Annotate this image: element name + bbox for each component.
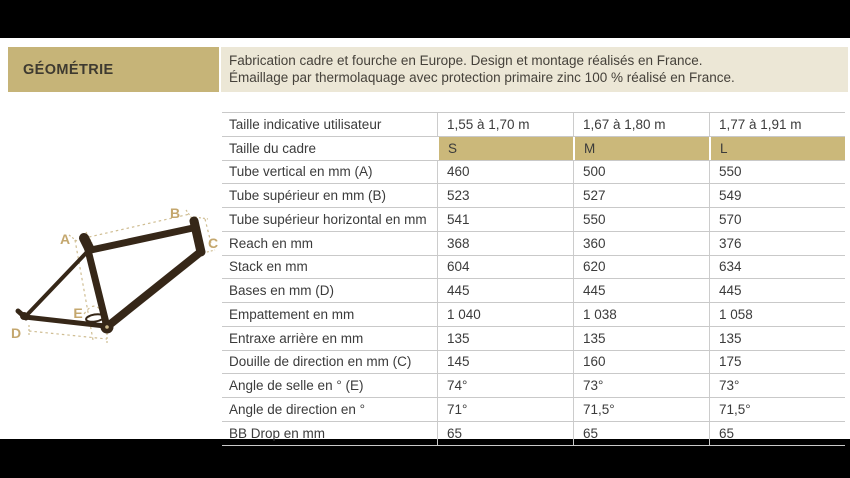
cell-m: 160 (573, 351, 709, 374)
table-row (222, 255, 845, 279)
table-row (222, 112, 845, 136)
header-description-line2: Émaillage par thermolaquage avec protection primaire zinc 100 % réalisé en France. (229, 69, 735, 85)
section-title: GÉOMÉTRIE (23, 61, 114, 78)
table-row (222, 183, 845, 207)
table-row (222, 207, 845, 231)
row-label: Taille du cadre (229, 140, 317, 156)
cell-m: 135 (573, 327, 709, 350)
section-title-box (8, 47, 219, 92)
row-label: Angle de selle en ° (E) (229, 378, 364, 394)
cell-l: 73° (709, 374, 845, 397)
cell-s: 368 (437, 232, 573, 255)
cell-s: 604 (437, 256, 573, 279)
cell-l: 175 (709, 351, 845, 374)
row-label: Tube supérieur en mm (B) (229, 188, 387, 204)
cell-l: 65 (709, 422, 845, 445)
table-row (222, 302, 845, 326)
row-label: Tube supérieur horizontal en mm (229, 211, 427, 227)
cell-m: 527 (573, 184, 709, 207)
cell-m: 71,5° (573, 398, 709, 421)
table-row (222, 326, 845, 350)
row-label: Empattement en mm (229, 306, 355, 322)
cell-l: 445 (709, 279, 845, 302)
cell-m: 445 (573, 279, 709, 302)
table-row-frame-size (222, 136, 845, 160)
cell-s: 71° (437, 398, 573, 421)
cell-l: 550 (709, 161, 845, 184)
cell-s: 523 (437, 184, 573, 207)
row-label: Angle de direction en ° (229, 401, 365, 417)
diagram-label-e: E (73, 305, 83, 321)
diagram-label-d: D (10, 325, 22, 341)
table-row (222, 373, 845, 397)
head-tube (194, 221, 201, 252)
measure-seat-tube-tick (69, 235, 78, 242)
cell-l: 570 (709, 208, 845, 231)
cell-m: 73° (573, 374, 709, 397)
row-label: Bases en mm (D) (229, 283, 335, 299)
bike-frame-diagram (5, 190, 225, 350)
top-tube (91, 228, 193, 250)
header-description-line1: Fabrication cadre et fourche en Europe. Design et montage réalisés en France. (229, 53, 703, 68)
cell-m: 65 (573, 422, 709, 445)
cell-m: 550 (573, 208, 709, 231)
table-row (222, 278, 845, 302)
geometry-table (222, 112, 845, 446)
cell-l: 634 (709, 256, 845, 279)
cell-l: 376 (709, 232, 845, 255)
diagram-label-b: B (169, 205, 181, 221)
row-label: Entraxe arrière en mm (229, 330, 364, 346)
cell-l: 71,5° (709, 398, 845, 421)
cell-s: 135 (437, 327, 573, 350)
row-label: Taille indicative utilisateur (229, 116, 382, 132)
cell-l: 549 (709, 184, 845, 207)
cell-l: 135 (709, 327, 845, 350)
row-label: BB Drop en mm (229, 425, 326, 441)
cell-s: 1,55 à 1,70 m (437, 113, 573, 136)
row-label: Reach en mm (229, 235, 314, 251)
table-row (222, 160, 845, 184)
down-tube (108, 254, 198, 326)
row-label: Douille de direction en mm (C) (229, 354, 412, 370)
cell-s: 145 (437, 351, 573, 374)
cell-s: 460 (437, 161, 573, 184)
cell-s: 1 040 (437, 303, 573, 326)
cell-s: 65 (437, 422, 573, 445)
cell-s: 74° (437, 374, 573, 397)
cell-m: 1 038 (573, 303, 709, 326)
table-row (222, 397, 845, 421)
cell-l: 1 058 (709, 303, 845, 326)
header-description (221, 47, 848, 92)
row-label: Stack en mm (229, 259, 308, 275)
rear-dropout (20, 312, 28, 320)
cell-m: M (573, 137, 709, 160)
cell-l: L (709, 137, 845, 160)
cell-m: 360 (573, 232, 709, 255)
bottom-bracket-hole (105, 325, 109, 329)
table-row (222, 421, 845, 445)
row-label: Tube vertical en mm (A) (229, 164, 373, 180)
cell-s: 541 (437, 208, 573, 231)
diagram-label-c: C (207, 235, 219, 251)
table-row (222, 350, 845, 374)
cell-m: 500 (573, 161, 709, 184)
cell-m: 1,67 à 1,80 m (573, 113, 709, 136)
measure-chainstay-line (29, 331, 107, 339)
diagram-label-a: A (59, 231, 71, 247)
cell-s: 445 (437, 279, 573, 302)
seat-collar (84, 238, 89, 248)
table-row (222, 231, 845, 255)
cell-m: 620 (573, 256, 709, 279)
cell-l: 1,77 à 1,91 m (709, 113, 845, 136)
letterbox-top (0, 0, 850, 38)
cell-s: S (437, 137, 573, 160)
